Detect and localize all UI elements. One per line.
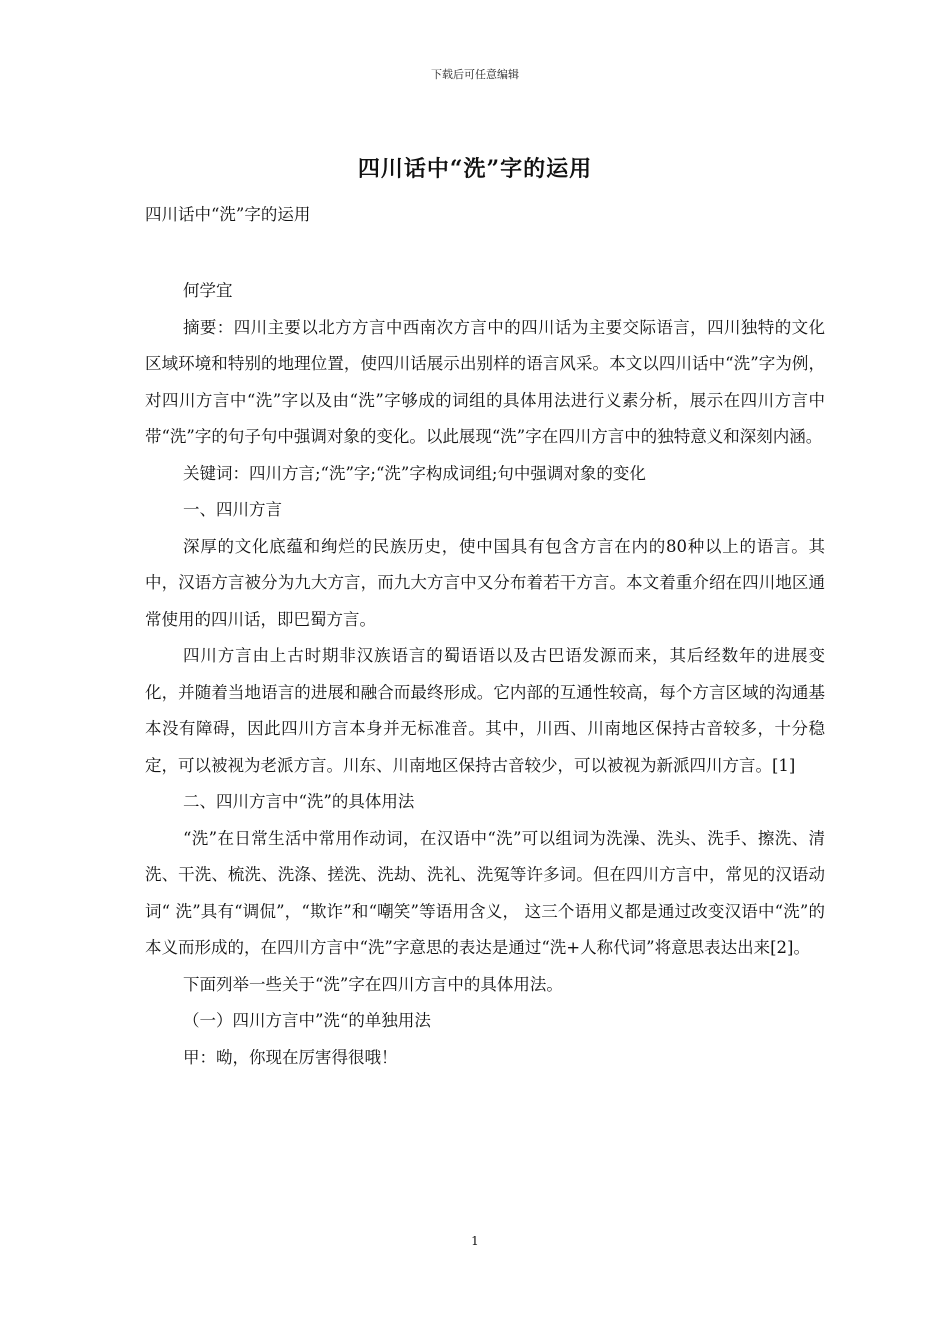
body-paragraph: 四川方言由上古时期非汉族语言的蜀语语以及古巴语发源而来，其后经数年的进展变化，并随着当地语言的进展和融合而最终形成。它内部的互通性较高，每个方言区域的沟通基本没有障碍，因此四川方言本身并无标准音。其中，川西、川南地区保持古音较多，十分稳定，可以被视为老派方言。川东、川南地区保持古音较少，可以被视为新派四川方言。[1] <box>145 646 825 775</box>
body-paragraph: 下面列举一些关于“洗”字在四川方言中的具体用法。 <box>183 974 563 994</box>
author-line: 何学宜 <box>183 281 233 300</box>
document-subtitle: 四川话中“洗”字的运用 <box>145 205 311 224</box>
dialogue-line: 甲：呦，你现在厉害得很哦！ <box>183 1047 398 1067</box>
keywords-paragraph: 关键词：四川方言;“洗”字;“洗”字构成词组;句中强调对象的变化 <box>183 463 646 483</box>
abstract-paragraph: 摘要：四川主要以北方方言中西南次方言中的四川话为主要交际语言，四川独特的文化区域环境和特别的地理位置，使四川话展示出别样的语言风采。本文以四川话中“洗”字为例，对四川方言中“洗”字以及由“洗”字够成的词组的具体用法进行义素分析，展示在四川方言中带“洗”字的句子句中强调对象的变化。以此展现“洗”字在四川方言中的独特意义和深刻内涵。 <box>145 317 825 446</box>
page-header-note: 下载后可任意编辑 <box>431 68 519 81</box>
section-heading-1: 一、四川方言 <box>183 500 282 519</box>
page-number: 1 <box>471 1234 479 1248</box>
body-paragraph: “洗”在日常生活中常用作动词，在汉语中“洗”可以组词为洗澡、洗头、洗手、擦洗、清洗、干洗、梳洗、洗涤、搓洗、洗劫、洗礼、洗冤等许多词。但在四川方言中，常见的汉语动词“ 洗”具有“调侃”，“欺诈”和“嘲笑”等语用含义， 这三个语用义都是通过改变汉语中“洗”的本义而形成的，在四川方言中“洗”字意思的表达是通过“洗+人称代词”将意思表达出来[2]。 <box>145 828 825 957</box>
section-heading-2: 二、四川方言中“洗”的具体用法 <box>183 792 415 811</box>
document-title: 四川话中“洗”字的运用 <box>357 156 593 182</box>
body-paragraph: 深厚的文化底蕴和绚烂的民族历史，使中国具有包含方言在内的80种以上的语言。其中，汉语方言被分为九大方言，而九大方言中又分布着若干方言。本文着重介绍在四川地区通常使用的四川话，即巴蜀方言。 <box>145 536 825 629</box>
subsection-heading: （一）四川方言中”洗“的单独用法 <box>183 1011 431 1030</box>
document-body <box>145 273 825 1076</box>
